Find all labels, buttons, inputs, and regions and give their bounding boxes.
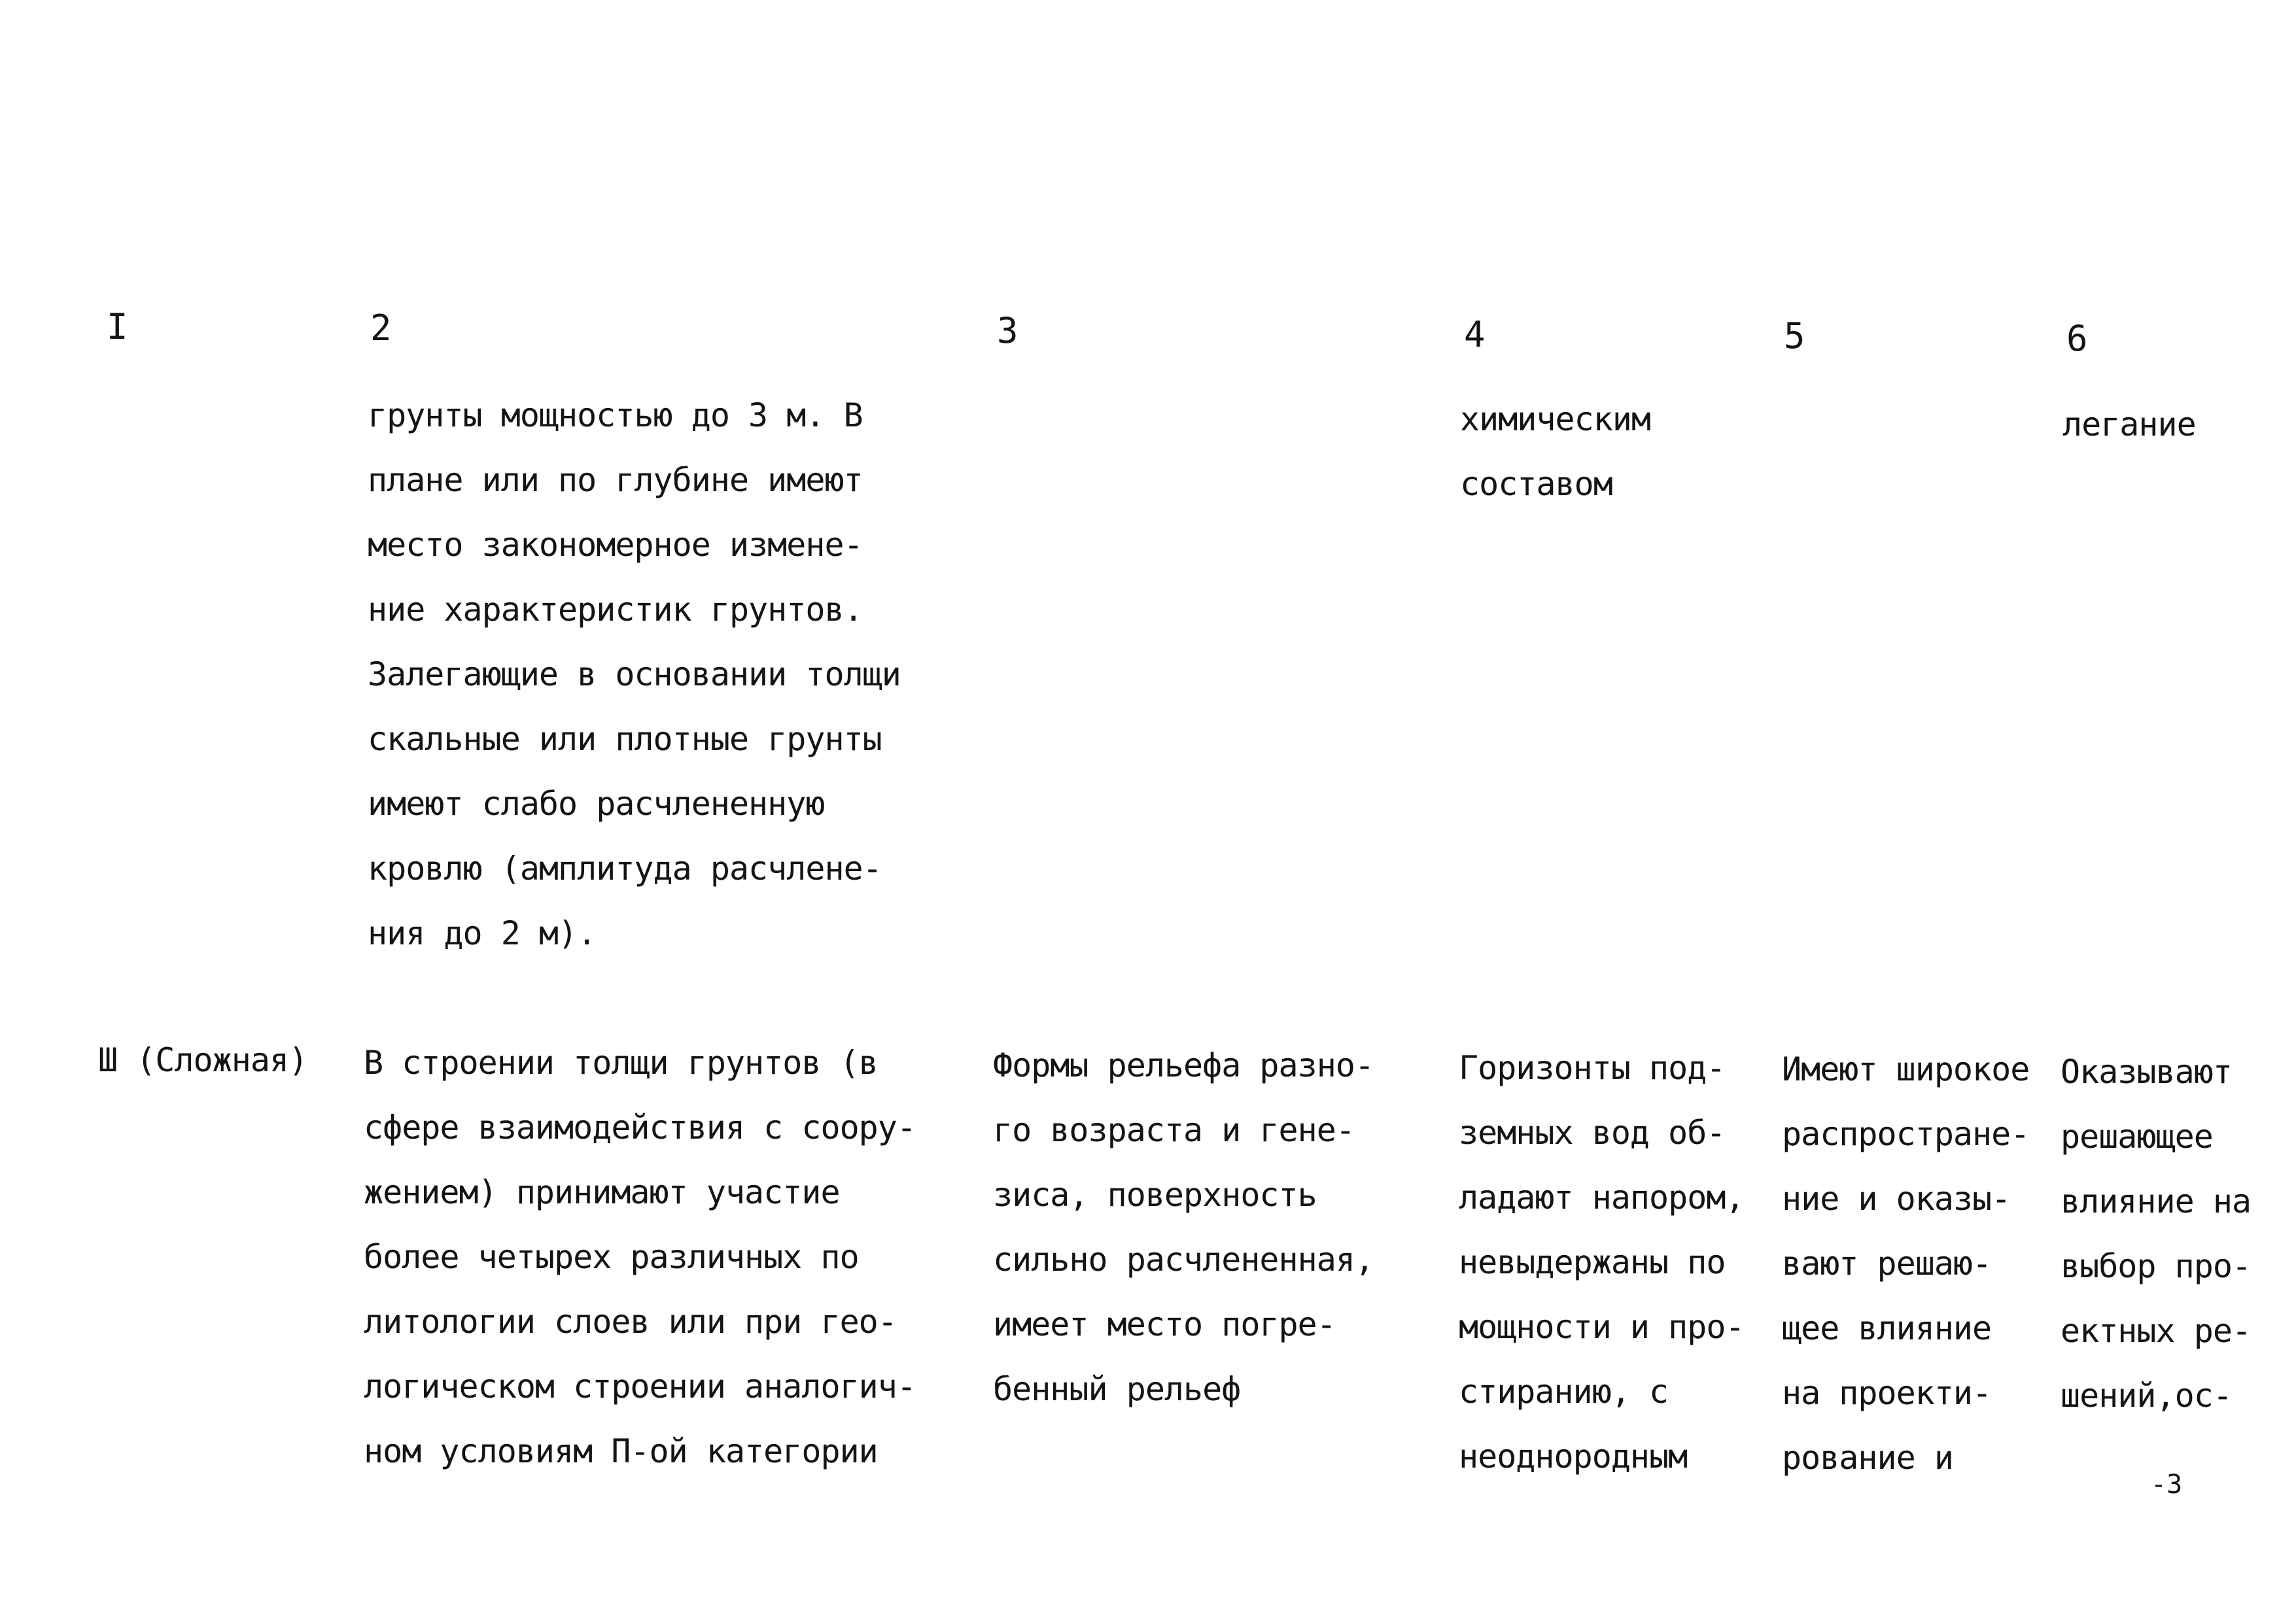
column-number-4: 4 (1464, 314, 1486, 355)
text-line: шений,ос- (2061, 1377, 2232, 1415)
text-line: распростране- (1782, 1115, 2030, 1153)
category-label: Ш (Сложная) (98, 1041, 308, 1079)
text-line: сильно расчлененная, (993, 1241, 1374, 1279)
category-col2-cell (364, 1031, 916, 1484)
text-line: Оказывают (2061, 1053, 2232, 1091)
column-number-2: 2 (370, 307, 392, 349)
text-line: более четырех различных по (364, 1238, 859, 1276)
text-line: имеют слабо расчлененную (368, 785, 825, 823)
text-line: го возраста и гене- (993, 1111, 1355, 1149)
text-line: земных вод об- (1459, 1114, 1726, 1152)
text-line: ладают напором, (1459, 1179, 1745, 1216)
text-line: стиранию, с (1459, 1373, 1669, 1411)
text-line: вают решаю- (1782, 1245, 1992, 1283)
text-line: выбор про- (2061, 1247, 2252, 1285)
text-line: логическом строении аналогич- (364, 1368, 916, 1405)
category-label-cell (98, 1028, 307, 1093)
text-line: Горизонты под- (1459, 1049, 1726, 1087)
category-col3-cell (993, 1033, 1374, 1422)
text-line: кровлю (амплитуда расчлене- (368, 850, 882, 888)
text-line: щее влияние (1782, 1309, 1992, 1347)
continuation-col6-cell (2062, 392, 2196, 457)
text-line: составом (1460, 465, 1612, 503)
text-line: бенный рельеф (993, 1370, 1241, 1408)
text-line: ние характеристик грунтов. (368, 591, 863, 629)
text-line: ном условиям П-ой категории (364, 1432, 878, 1470)
text-line: плане или по глубине имеют (368, 461, 863, 499)
column-number-3: 3 (997, 310, 1018, 351)
text-line: на проекти- (1782, 1374, 1992, 1412)
text-line: влияние на (2061, 1182, 2252, 1220)
category-col6-cell (2061, 1040, 2251, 1428)
text-line: химическим (1460, 400, 1651, 438)
category-col4-cell (1459, 1036, 1745, 1489)
continuation-col4-cell (1460, 387, 1650, 517)
category-col5-cell (1782, 1037, 2029, 1491)
text-line: Залегающие в основании толщи (368, 655, 901, 693)
text-line: В строении толщи грунтов (в (364, 1044, 878, 1082)
text-line: ектных ре- (2061, 1312, 2252, 1350)
text-line: неоднородным (1459, 1438, 1688, 1475)
text-line: легание (2062, 405, 2196, 443)
text-line: литологии слоев или при гео- (364, 1303, 897, 1341)
column-number-5: 5 (1784, 315, 1805, 356)
column-number-6: 6 (2066, 318, 2088, 359)
page-mark: -3 (2151, 1470, 2183, 1500)
text-line: грунты мощностью до 3 м. В (368, 396, 863, 434)
text-line: зиса, поверхность (993, 1176, 1317, 1214)
text-line: Имеют широкое (1782, 1050, 2030, 1088)
text-line: место закономерное измене- (368, 526, 863, 564)
text-line: жением) принимают участие (364, 1173, 840, 1211)
text-line: скальные или плотные грунты (368, 720, 882, 758)
text-line: решающее (2061, 1118, 2213, 1156)
text-line: мощности и про- (1459, 1308, 1745, 1346)
text-line: невыдержаны по (1459, 1243, 1726, 1281)
text-line: имеет место погре- (993, 1305, 1336, 1343)
text-line: ние и оказы- (1782, 1180, 2011, 1218)
text-line: Формы рельефа разно- (993, 1046, 1374, 1084)
text-line: рование и (1782, 1439, 1953, 1477)
text-line: сфере взаимодействия с соору- (364, 1109, 916, 1146)
continuation-col2-cell (368, 383, 901, 966)
column-number-1: I (107, 306, 128, 347)
text-line: ния до 2 м). (368, 914, 597, 952)
